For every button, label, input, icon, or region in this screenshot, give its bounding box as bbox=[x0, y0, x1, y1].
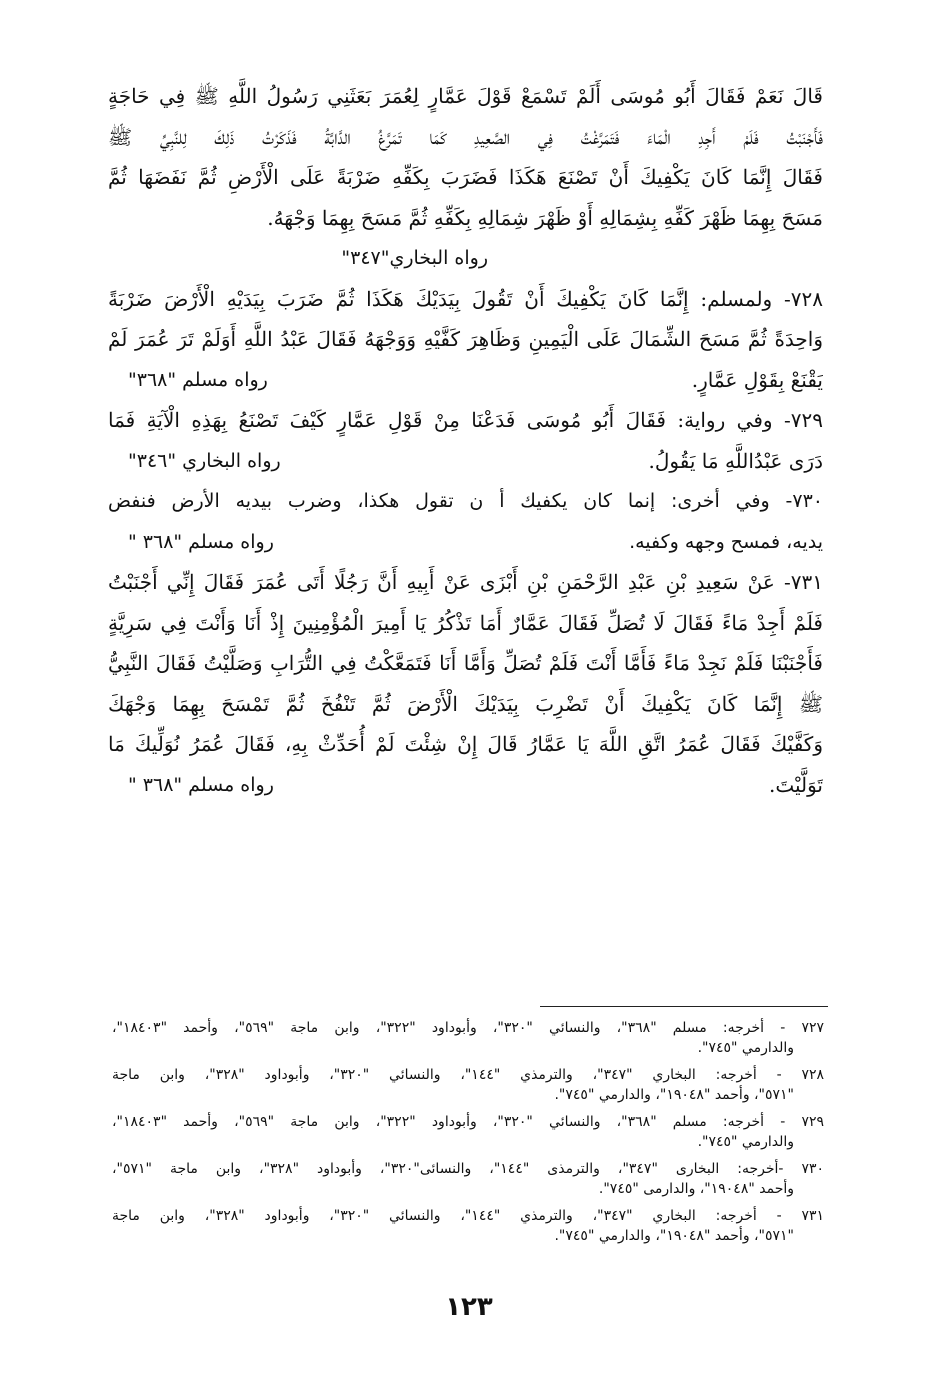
hadith-731-line: ﷺ إِنَّمَا كَانَ يَكْفِيكَ أَنْ تَضْرِبَ بِيَدَيْكَ الْأَرْضَ ثُمَّ تَنْفُخَ ثُمَّ تَمْسَحَ بِهِمَا وَجْهَكَ bbox=[108, 691, 823, 716]
hadith-source-727: رواه البخاري"٣٤٧" bbox=[341, 247, 488, 269]
footnote-728 bbox=[112, 1065, 824, 1105]
text-line: قَالَ نَعَمْ فَقَالَ أَبُو مُوسَى أَلَمْ تَسْمَعْ قَوْلَ عَمَّارٍ لِعُمَرَ بَعَثَنِي رَسُولُ اللَّهِ ﷺ فِي حَاجَةٍ bbox=[108, 84, 823, 108]
footnote-line: ٧٢٧ - أخرجه: مسلم "٣٦٨"، والنسائي "٣٢٠"، وأبوداود "٣٢٢"، وابن ماجة "٥٦٩"، وأحمد "١٨٤٠٣"، bbox=[112, 1020, 824, 1036]
footnote-730 bbox=[112, 1159, 824, 1199]
footnote-727 bbox=[112, 1018, 824, 1058]
hadith-728-line: ٧٢٨- ولمسلم: إِنَّمَا كَانَ يَكْفِيكَ أَنْ تَقُولَ بِيَدَيْكَ هَكَذَا ثُمَّ ضَرَبَ بِيَدَيْهِ الْأَرْضَ ضَرْبَةً bbox=[108, 286, 823, 311]
hadith-731-last-line: تَوَلَّيْتَ. bbox=[768, 772, 823, 797]
footnotes bbox=[112, 1018, 824, 1253]
footnote-line: والدارمي "٧٤٥". bbox=[697, 1040, 794, 1056]
hadith-source-730: رواه مسلم "٣٦٨ " bbox=[128, 530, 274, 553]
hadith-729-last-line: دَرَى عَبْدُاللَّهِ مَا يَقُولُ. bbox=[648, 448, 823, 473]
hadith-source-731: رواه مسلم "٣٦٨ " bbox=[128, 773, 274, 796]
footnote-line: "٥٧١"، وأحمد "١٩٠٤٨"، والدارمي "٧٤٥". bbox=[554, 1228, 794, 1244]
footnote-line: ٧٢٨ - أخرجه: البخاري "٣٤٧"، والترمذي "١٤٤"، والنسائي "٣٢٠"، وأبوداود "٣٢٨"، وابن ماجة bbox=[112, 1067, 824, 1083]
page-number: ١٢٣ bbox=[445, 1292, 493, 1322]
hadith-728-closing bbox=[108, 360, 823, 401]
hadith-729-line: ٧٢٩- وفي رواية: فَقَالَ أَبُو مُوسَى فَدَعْنَا مِنْ قَوْلِ عَمَّارٍ كَيْفَ تَصْنَعُ بِهَذِهِ الْآيَةِ فَمَا bbox=[108, 408, 823, 432]
hadith-730-line: ٧٣٠- وفي أخرى: إنما كان يكفيك أ ن تقول هكذا، وضرب بيديه الأرض فنفض bbox=[108, 490, 823, 512]
hadith-731-line: وَكَفَّيْكَ فَقَالَ عُمَرُ اتَّقِ اللَّهَ يَا عَمَّارُ قَالَ إِنْ شِئْتَ لَمْ أُحَدِّثْ بِهِ، فَقَالَ عُمَرُ نُوَلِّيكَ مَا bbox=[108, 732, 823, 756]
hadith-731-line: فَأَجْنَبْنَا فَلَمْ نَجِدْ مَاءً فَأَمَّا أَنْتَ فَلَمْ تُصَلِّ وَأَمَّا أَنَا فَتَمَعَّكْتُ فِي التُّرَابِ وَصَلَّيْتُ فَقَالَ النَّبِيُّ bbox=[108, 651, 823, 675]
hadith-731-line: ٧٣١- عَنْ سَعِيدِ بْنِ عَبْدِ الرَّحْمَنِ بْنِ أَبْزَى عَنْ أَبِيهِ أَنَّ رَجُلًا أَتَى عُمَرَ فَقَالَ إِنِّي أَجْنَبْتُ bbox=[108, 570, 823, 594]
footnote-line: ٧٣٠ -أخرجه: البخارى "٣٤٧"، والترمذى "١٤٤"، والنسائى"٣٢٠"، وأبوداود "٣٢٨"، وابن ماجة "٥٧١"، bbox=[112, 1161, 824, 1177]
footnote-line: ٧٣١ - أخرجه: البخاري "٣٤٧"، والترمذي "١٤٤"، والنسائي "٣٢٠"، وأبوداود "٣٢٨"، وابن ماجة bbox=[112, 1208, 824, 1224]
footnote-divider bbox=[540, 1006, 828, 1007]
hadith-728-last-line: يَقْنَعْ بِقَوْلِ عَمَّارٍ. bbox=[691, 367, 823, 392]
text-line: فَأَجْنَبْتُ فَلَمْ أَجِدِ الْمَاءَ فَتَمَرَّغْتُ فِي الصَّعِيدِ كَمَا تَمَرَّغُ الدَّابَّةُ فَذَكَرْتُ ذَلِكَ لِلنَّبِيِّ ﷺ bbox=[108, 124, 823, 149]
text-line: مَسَحَ بِهِمَا ظَهْرَ كَفِّهِ بِشِمَالِهِ أَوْ ظَهْرَ شِمَالِهِ بِكَفِّهِ ثُمَّ مَسَحَ بِهِمَا وَجْهَهُ. bbox=[267, 205, 823, 230]
hadith-731-closing bbox=[108, 765, 823, 806]
hadith-730-closing bbox=[108, 522, 823, 563]
hadith-728-line: وَاحِدَةً ثُمَّ مَسَحَ الشِّمَالَ عَلَى الْيَمِينِ وَظَاهِرَ كَفَّيْهِ وَوَجْهَهُ فَقَالَ عَبْدُ اللَّهِ أَوَلَمْ تَرَ عُمَرَ لَمْ bbox=[108, 327, 823, 351]
hadith-source-728: رواه مسلم "٣٦٨" bbox=[128, 368, 268, 391]
footnote-729 bbox=[112, 1112, 824, 1152]
text-line: فَقَالَ إِنَّمَا كَانَ يَكْفِيكَ أَنْ تَصْنَعَ هَكَذَا فَضَرَبَ بِكَفِّهِ ضَرْبَةً عَلَى الْأَرْضِ ثُمَّ نَفَضَهَا ثُمَّ bbox=[108, 165, 823, 189]
hadith-source-729: رواه البخاري "٣٤٦" bbox=[128, 449, 281, 472]
footnote-line: ٧٢٩ - أخرجه: مسلم "٣٦٨"، والنسائي "٣٢٠"، وأبوداود "٣٢٢"، وابن ماجة "٥٦٩"، وأحمد "١٨٤٠٣"، bbox=[112, 1114, 824, 1130]
footnote-731 bbox=[112, 1206, 824, 1246]
footnote-line: "٥٧١"، وأحمد "١٩٠٤٨"، والدارمي "٧٤٥". bbox=[554, 1087, 794, 1103]
hadith-730-last-line: يديه، فمسح وجهه وكفيه. bbox=[629, 530, 823, 553]
main-text bbox=[108, 76, 823, 805]
footnote-line: وأحمد "١٩٠٤٨"، والدارمى "٧٤٥". bbox=[598, 1181, 794, 1197]
footnote-line: والدارمي "٧٤٥". bbox=[697, 1134, 794, 1150]
hadith-731-line: فَلَمْ أَجِدْ مَاءً فَقَالَ لَا تُصَلِّ فَقَالَ عَمَّارٌ أَمَا تَذْكُرُ يَا أَمِيرَ الْمُؤْمِنِينَ إِذْ أَنَا وَأَنْتَ فِي سَرِيَّةٍ bbox=[108, 610, 823, 635]
hadith-729-closing bbox=[108, 441, 823, 482]
